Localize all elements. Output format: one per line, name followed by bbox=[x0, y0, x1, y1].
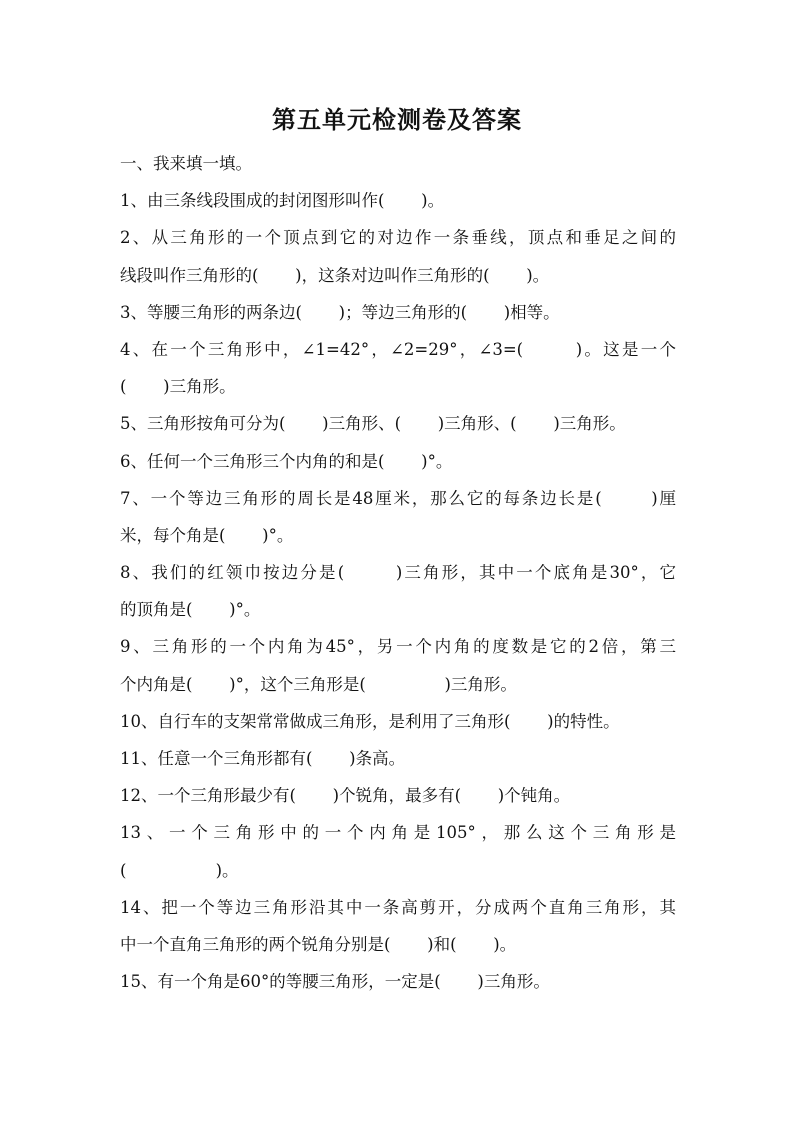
question-list bbox=[120, 145, 676, 1000]
text-line: 14、把一个等边三角形沿其中一条高剪开，分成两个直角三角形，其 bbox=[120, 897, 676, 917]
text-line: 1、由三条线段围成的封闭图形叫作( )。 bbox=[120, 191, 445, 211]
text-line: 线段叫作三角形的( )，这条对边叫作三角形的( )。 bbox=[120, 265, 550, 285]
text-line: ( )三角形。 bbox=[120, 377, 236, 397]
text-line: 13、一个三角形中的一个内角是105°，那么这个三角形是 bbox=[120, 823, 676, 843]
text-line: 一、我来填一填。 bbox=[120, 154, 252, 173]
text-line: 9、三角形的一个内角为45°，另一个内角的度数是它的2倍，第三 bbox=[120, 637, 676, 657]
text-line: 8、我们的红领巾按边分是( )三角形，其中一个底角是30°，它 bbox=[120, 563, 676, 583]
text-line: 10、自行车的支架常常做成三角形，是利用了三角形( )的特性。 bbox=[120, 711, 620, 731]
page-title: 第五单元检测卷及答案 bbox=[272, 106, 522, 134]
text-line: 4、在一个三角形中，∠1=42°，∠2=29°，∠3=( )。这是一个 bbox=[120, 339, 676, 359]
text-line: 15、有一个角是60°的等腰三角形，一定是( )三角形。 bbox=[120, 972, 550, 992]
text-line: 6、任何一个三角形三个内角的和是( )°。 bbox=[120, 451, 453, 471]
text-line: 5、三角形按角可分为( )三角形、( )三角形、( )三角形。 bbox=[120, 414, 626, 434]
text-line: 2、从三角形的一个顶点到它的对边作一条垂线，顶点和垂足之间的 bbox=[120, 228, 676, 248]
text-line: 7、一个等边三角形的周长是48厘米，那么它的每条边长是( )厘 bbox=[120, 488, 676, 508]
text-line: 11、任意一个三角形都有( )条高。 bbox=[120, 749, 406, 768]
text-line: 3、等腰三角形的两条边( )；等边三角形的( )相等。 bbox=[120, 302, 560, 322]
text-line: 中一个直角三角形的两个锐角分别是( )和( )。 bbox=[120, 934, 517, 954]
text-line: 的顶角是( )°。 bbox=[120, 600, 261, 620]
text-line: 米，每个角是( )°。 bbox=[120, 525, 294, 545]
text-line: 12、一个三角形最少有( )个锐角，最多有( )个钝角。 bbox=[120, 786, 571, 806]
text-line: ( )。 bbox=[120, 860, 239, 880]
text-line: 个内角是( )°，这个三角形是( )三角形。 bbox=[120, 674, 517, 694]
